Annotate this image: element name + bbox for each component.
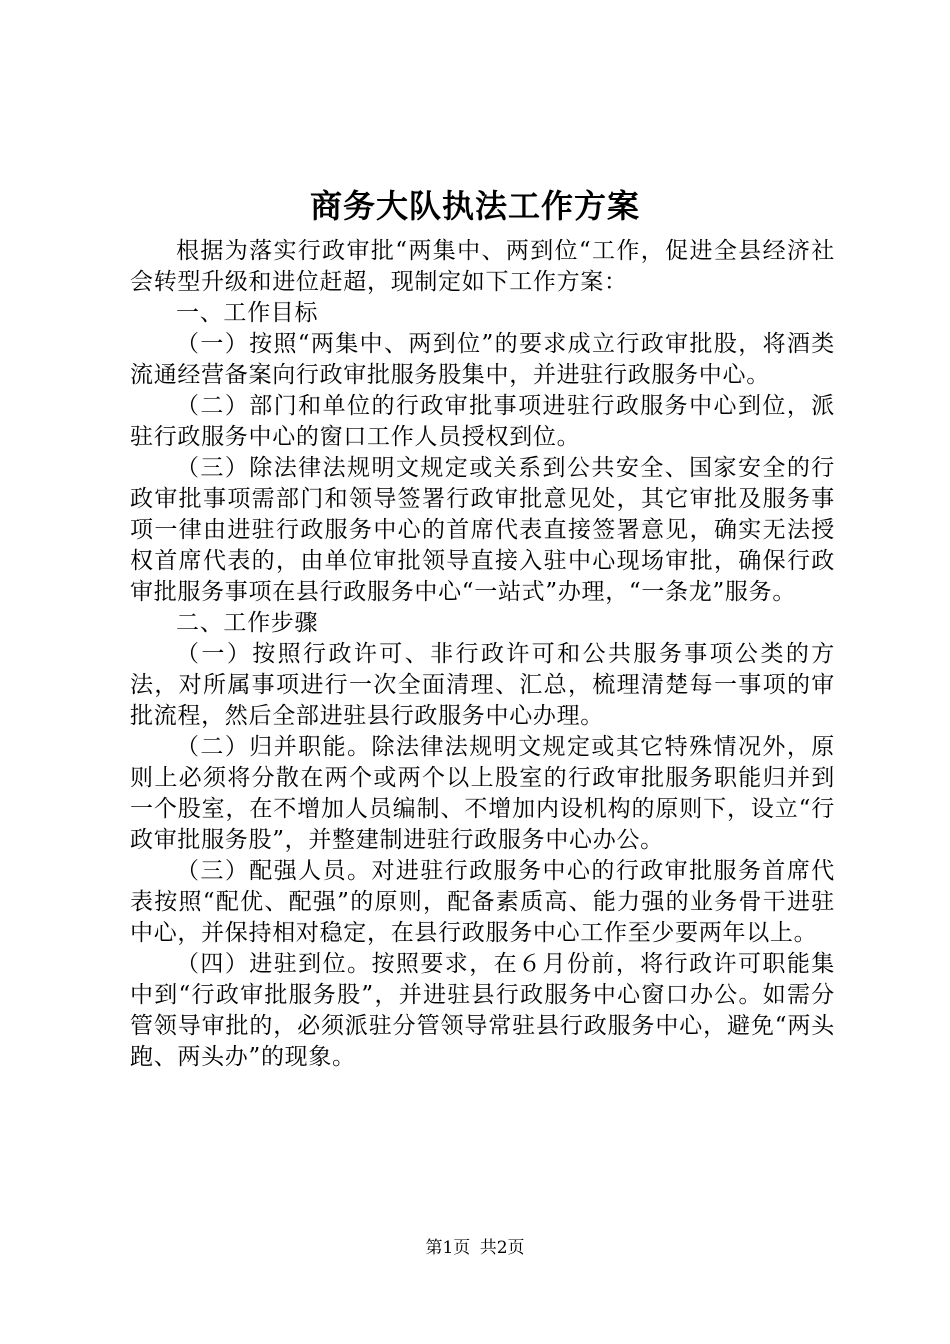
step-paragraph-2: （二）归并职能。除法律法规明文规定或其它特殊情况外，原则上必须将分散在两个或两个以上股室的行政审批服务职能归并到一个股室，在不增加人员编制、不增加内设机构的原则下，设立“行政审批服务股”，并整建制进驻行政服务中心办公。 <box>130 734 835 853</box>
goal-paragraph-2: （二）部门和单位的行政审批事项进驻行政服务中心到位，派驻行政服务中心的窗口工作人员授权到位。 <box>130 393 835 450</box>
page-total: 共2页 <box>479 1238 525 1258</box>
step-paragraph-3: （三）配强人员。对进驻行政服务中心的行政审批服务首席代表按照“配优、配强”的原则，配备素质高、能力强的业务骨干进驻中心，并保持相对稳定，在县行政服务中心工作至少要两年以上。 <box>130 858 835 946</box>
step-paragraph-1: （一）按照行政许可、非行政许可和公共服务事项公类的方法，对所属事项进行一次全面清理、汇总，梳理清楚每一事项的审批流程，然后全部进驻县行政服务中心办理。 <box>130 641 835 729</box>
goal-paragraph-1: （一）按照“两集中、两到位”的要求成立行政审批股，将酒类流通经营备案向行政审批服务股集中，并进驻行政服务中心。 <box>130 331 835 388</box>
document-body <box>130 236 835 1073</box>
document-title: 商务大队执法工作方案 <box>309 187 640 225</box>
goal-paragraph-3: （三）除法律法规明文规定或关系到公共安全、国家安全的行政审批事项需部门和领导签署行政审批意见处，其它审批及服务事项一律由进驻行政服务中心的首席代表直接签署意见，确实无法授权首席代表的，由单位审批领导直接入驻中心现场审批，确保行政审批服务事项在县行政服务中心“一站式”办理，“一条龙”服务。 <box>130 455 835 605</box>
section-heading-steps: 二、工作步骤 <box>176 610 319 636</box>
intro-paragraph: 根据为落实行政审批“两集中、两到位“工作，促进全县经济社会转型升级和进位赶超，现制定如下工作方案： <box>130 238 835 295</box>
page-footer <box>0 1236 950 1260</box>
step-paragraph-4: （四）进驻到位。按照要求，在６月份前，将行政许可职能集中到“行政审批服务股”，并进驻县行政服务中心窗口办公。如需分管领导审批的，必须派驻分管领导常驻县行政服务中心，避免“两头跑、两头办”的现象。 <box>130 951 835 1070</box>
section-heading-goals: 一、工作目标 <box>176 300 319 326</box>
page-number: 第1页 <box>425 1238 471 1258</box>
